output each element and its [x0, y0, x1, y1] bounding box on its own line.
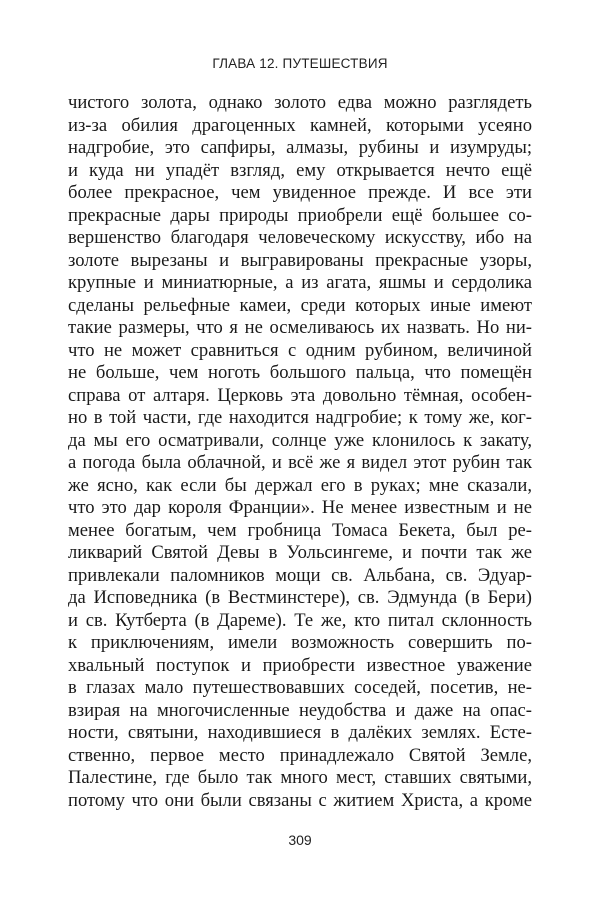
text-line: и куда ни упадёт взгляд, ему открывается нечто ещё [68, 159, 532, 181]
text-line: в глазах мало путешествовавших соседей, посетив, не- [68, 677, 532, 698]
text-line: что это дар короля Франции». Не менее известным и не [68, 497, 532, 518]
text-line: более прекрасное, чем увиденное прежде. И все эти [68, 182, 532, 203]
text-line: вершенство благодаря человеческому искусству, ибо на [68, 227, 532, 248]
text-line: прекрасные дары природы приобрели ещё большее со- [68, 204, 532, 226]
text-line: сделаны рельефные камеи, среди которых иные имеют [68, 294, 532, 316]
running-header: ГЛАВА 12. ПУТЕШЕСТВИЯ [212, 56, 388, 71]
page-number: 309 [288, 832, 312, 848]
text-line: справа от алтаря. Церковь эта довольно тёмная, особен- [68, 384, 532, 406]
body-text [68, 92, 532, 812]
text-line: потому что они были связаны с житием Христа, а кроме [68, 789, 532, 811]
text-line: же ясно, как если бы держал его в руках; мне сказали, [68, 474, 532, 496]
text-line: но в той части, где находится надгробие; к тому же, ког- [68, 407, 532, 428]
text-line: ственно, первое место принадлежало Святой Земле, [68, 744, 532, 766]
text-line: что не может сравниться с одним рубином, величиной [68, 339, 532, 361]
text-line: такие размеры, что я не осмеливаюсь их назвать. Но ни- [68, 317, 532, 338]
text-line: чистого золота, однако золото едва можно разглядеть [68, 92, 532, 113]
text-line: хвальный поступок и приобрести известное уважение [68, 654, 532, 676]
text-line: а погода была облачной, и всё же я видел этот рубин так [68, 452, 532, 473]
text-line: к приключениям, имели возможность совершить по- [68, 632, 532, 653]
text-line: надгробие, это сапфиры, алмазы, рубины и изумруды; [68, 137, 532, 158]
text-line: крупные и миниатюрные, а из агата, яшмы и сердолика [68, 272, 532, 293]
text-line: менее богатым, чем гробница Томаса Бекета, был ре- [68, 519, 532, 541]
text-line: из-за обилия драгоценных камней, которыми усеяно [68, 114, 532, 136]
text-line: взирая на многочисленные неудобства и даже на опас- [68, 699, 532, 721]
text-line: да мы его осматривали, солнце уже клонилось к закату, [68, 429, 532, 451]
text-line: не больше, чем ноготь большого пальца, что помещён [68, 362, 532, 383]
text-line: ности, святыни, находившиеся в далёких землях. Есте- [68, 722, 532, 743]
text-line: золоте вырезаны и выгравированы прекрасные узоры, [68, 249, 532, 271]
text-line: ликварий Святой Девы в Уольсингеме, и почти так же [68, 542, 532, 563]
text-line: Палестине, где было так много мест, ставших святыми, [68, 767, 532, 788]
text-line: привлекали паломников мощи св. Альбана, св. Эдуар- [68, 564, 532, 586]
text-line: и св. Кутберта (в Дареме). Те же, кто питал склонность [68, 609, 532, 631]
text-line: да Исповедника (в Вестминстере), св. Эдмунда (в Бери) [68, 587, 532, 608]
